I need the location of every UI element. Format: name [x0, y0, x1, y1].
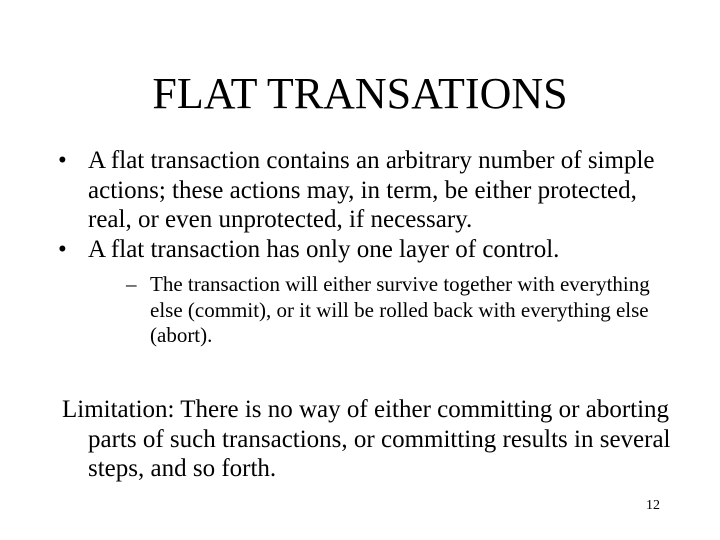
slide-title: FLAT TRANSATIONS — [152, 69, 568, 118]
limitation-label: Limitation — [62, 396, 168, 423]
limitation-text: : There is no way of either committing or aborting parts of such transactions, or committing results in several steps, and so forth. — [88, 396, 671, 482]
bullet-text: A flat transaction contains an arbitrary number of simple actions; these actions may, in term, be either protected, real, or even unprotected, if necessary. — [88, 147, 655, 233]
bullet-marker: • — [58, 235, 67, 263]
sub-bullet-marker: – — [126, 272, 137, 296]
bullet-item — [58, 235, 658, 349]
sub-bullet-list — [88, 272, 658, 349]
limitation-paragraph — [62, 395, 688, 484]
bullet-marker: • — [58, 147, 67, 174]
bullet-text: A flat transaction has only one layer of control. — [88, 235, 560, 263]
sub-bullet-text: The transaction will either survive together with everything else (commit), or it will be rolled back with everything else (abort). — [150, 272, 650, 347]
page-number: 12 — [646, 498, 660, 513]
sub-bullet-item — [88, 272, 658, 349]
bullet-list — [58, 146, 658, 349]
bullet-item — [58, 146, 658, 235]
